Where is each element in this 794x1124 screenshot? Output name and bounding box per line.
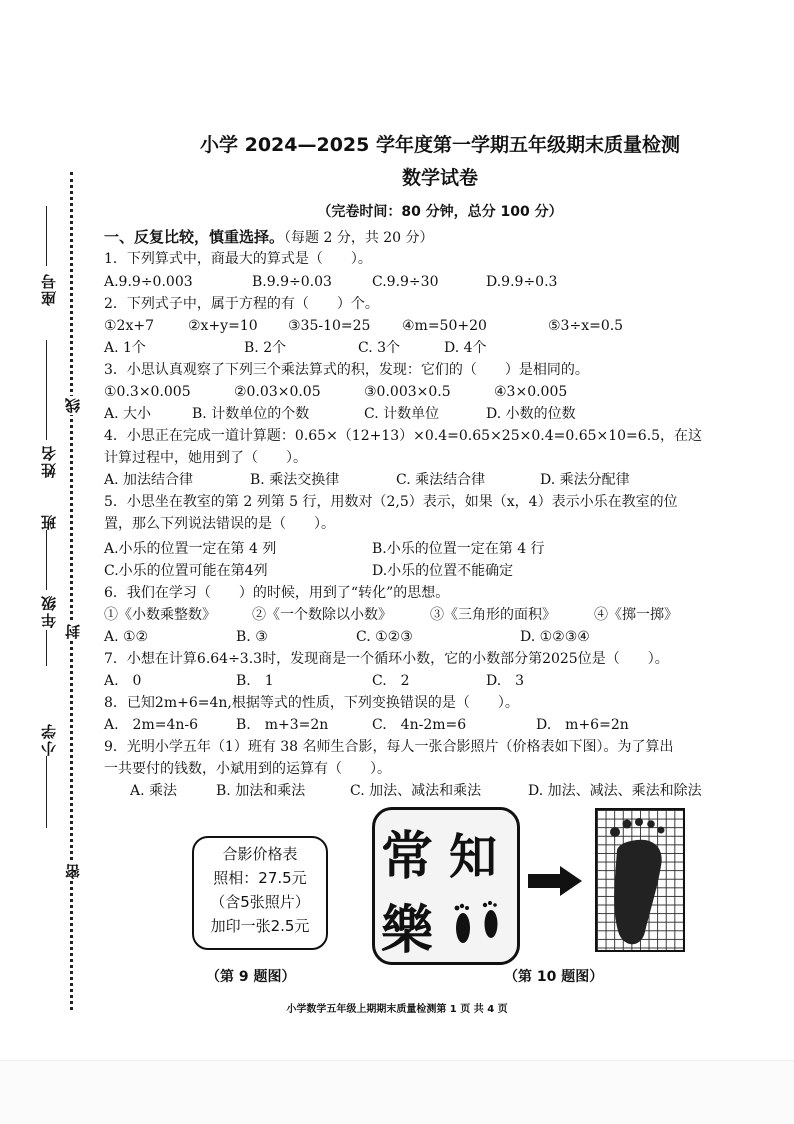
exam-info: （完卷时间：80 分钟，总分 100 分） bbox=[317, 204, 563, 220]
seat-blank bbox=[46, 206, 47, 266]
q9-option-b: B. 加法和乘法 bbox=[216, 783, 306, 799]
q3-item-2: ②0.03×0.05 bbox=[234, 384, 321, 400]
q7-option-d: D. 3 bbox=[486, 673, 525, 689]
q8-option-d: D. m+6=2n bbox=[536, 717, 629, 733]
q5-stem: 5．小思坐在教室的第 2 列第 5 行，用数对（2,5）表示，如果（x，4）表示小乐在教室的位 bbox=[104, 494, 678, 510]
q6-option-c: C. ①②③ bbox=[356, 629, 413, 645]
q2-item-4: ④m=50+20 bbox=[402, 318, 487, 334]
q6-stem: 6．我们在学习（ ）的时候，用到了“转化”的思想。 bbox=[104, 585, 450, 601]
q6-item-2: ②《一个数除以小数》 bbox=[252, 607, 392, 623]
q1-option-d: D.9.9÷0.3 bbox=[486, 274, 558, 290]
price-table-line-1: 照相：27.5元 bbox=[213, 869, 307, 887]
q8-option-a: A. 2m=4n-6 bbox=[104, 717, 199, 733]
q1-option-c: C.9.9÷30 bbox=[372, 274, 439, 290]
q8-stem: 8．已知2m+6=4n,根据等式的性质，下列变换错误的是（ ）。 bbox=[104, 695, 519, 711]
q3-option-c: C. 计数单位 bbox=[364, 406, 440, 422]
q5-stem-cont: 置，那么下列说法错误的是（ ）。 bbox=[104, 516, 335, 532]
footprint-grid bbox=[595, 808, 685, 952]
name-blank bbox=[46, 340, 47, 440]
q4-stem: 4．小思正在完成一道计算题：0.65×（12+13）×0.4=0.65×25×0.4=0.65×10=6.5，在这 bbox=[104, 428, 703, 444]
q3-stem: 3．小思认真观察了下列三个乘法算式的积，发现：它们的（ ）是相同的。 bbox=[104, 362, 589, 378]
price-table-box bbox=[192, 836, 328, 950]
fig10-caption: （第 10 题图） bbox=[504, 969, 604, 985]
q2-option-b: B. 2个 bbox=[244, 340, 287, 356]
price-table-title: 合影价格表 bbox=[222, 845, 298, 863]
q6-item-3: ③《三角形的面积》 bbox=[430, 607, 556, 623]
fig9-caption: （第 9 题图） bbox=[206, 969, 296, 985]
name-label: 姓名 bbox=[40, 444, 58, 478]
q2-item-2: ②x+y=10 bbox=[188, 318, 258, 334]
section-title: 一、反复比较，慎重选择。 bbox=[104, 228, 285, 246]
class-label: 班 bbox=[40, 513, 58, 530]
q2-option-c: C. 3个 bbox=[358, 340, 401, 356]
price-table-line-2: （含5张照片） bbox=[210, 893, 310, 911]
q6-option-d: D. ①②③④ bbox=[520, 629, 590, 645]
q2-item-1: ①2x+7 bbox=[104, 318, 154, 334]
grade-label: 年级 bbox=[40, 594, 58, 628]
q7-stem: 7．小想在计算6.64÷3.3时，发现商是一个循环小数，它的小数部分第2025位是（ ）。 bbox=[104, 651, 669, 667]
q2-item-5: ⑤3÷x=0.5 bbox=[548, 318, 624, 334]
q1-option-a: A.9.9÷0.003 bbox=[104, 274, 193, 290]
q9-option-a: A. 乘法 bbox=[130, 783, 178, 799]
q2-stem: 2．下列式子中，属于方程的有（ ）个。 bbox=[104, 296, 379, 312]
q7-option-b: B. 1 bbox=[236, 673, 274, 689]
q5-option-b: B.小乐的位置一定在第 4 行 bbox=[372, 541, 545, 557]
calligraphy-char-2: 知 bbox=[449, 829, 498, 885]
bottom-margin bbox=[0, 1060, 794, 1124]
q6-option-a: A. ①② bbox=[104, 629, 149, 645]
q8-option-b: B. m+3=2n bbox=[236, 717, 329, 733]
q5-option-a: A.小乐的位置一定在第 4 列 bbox=[104, 541, 277, 557]
footprints-icon bbox=[445, 896, 511, 952]
q6-item-4: ④《掷一掷》 bbox=[594, 607, 678, 623]
q4-option-a: A. 加法结合律 bbox=[104, 472, 194, 488]
q2-option-a: A. 1个 bbox=[104, 340, 146, 356]
q4-stem-cont: 计算过程中，她用到了（ ）。 bbox=[104, 450, 307, 466]
binding-dotted-line bbox=[70, 172, 73, 1010]
school-label: 小学 bbox=[40, 722, 58, 756]
q2-item-3: ③35-10=25 bbox=[288, 318, 371, 334]
q2-option-d: D. 4个 bbox=[444, 340, 487, 356]
q6-option-b: B. ③ bbox=[236, 629, 268, 645]
q3-option-d: D. 小数的位数 bbox=[486, 406, 576, 422]
section-score: （每题 2 分，共 20 分） bbox=[284, 230, 434, 246]
q5-option-d: D.小乐的位置不能确定 bbox=[372, 563, 514, 579]
grade-blank bbox=[46, 630, 47, 666]
section-heading bbox=[104, 228, 434, 247]
calligraphy-char-3: 樂 bbox=[381, 900, 434, 961]
footprint-icon bbox=[597, 810, 683, 950]
q3-option-b: B. 计数单位的个数 bbox=[192, 406, 310, 422]
calligraphy-stamp bbox=[372, 807, 520, 965]
exam-subtitle: 数学试卷 bbox=[401, 167, 478, 189]
q9-stem-cont: 一共要付的钱数，小斌用到的运算有（ ）。 bbox=[104, 761, 391, 777]
school-blank bbox=[46, 756, 47, 828]
exam-title: 小学 2024—2025 学年度第一学期五年级期末质量检测 bbox=[200, 134, 680, 156]
q8-option-c: C. 4n-2m=6 bbox=[372, 717, 467, 733]
seal-marker: 封 bbox=[64, 624, 82, 639]
q7-option-a: A. 0 bbox=[104, 673, 142, 689]
q4-option-d: D. 乘法分配律 bbox=[540, 472, 630, 488]
q3-item-3: ③0.003×0.5 bbox=[364, 384, 451, 400]
line-marker: 线 bbox=[64, 398, 82, 413]
q1-option-b: B.9.9÷0.03 bbox=[252, 274, 332, 290]
q4-option-b: B. 乘法交换律 bbox=[250, 472, 340, 488]
price-table-line-3: 加印一张2.5元 bbox=[210, 917, 310, 935]
q3-item-1: ①0.3×0.005 bbox=[104, 384, 191, 400]
q3-item-4: ④3×0.005 bbox=[494, 384, 568, 400]
q5-option-c: C.小乐的位置可能在第4列 bbox=[104, 563, 268, 579]
q1-stem: 1．下列算式中，商最大的算式是（ ）。 bbox=[104, 251, 372, 267]
class-blank bbox=[46, 530, 47, 590]
q6-item-1: ①《小数乘整数》 bbox=[104, 607, 216, 623]
secret-marker: 密 bbox=[64, 864, 82, 879]
seat-label: 座号 bbox=[40, 272, 58, 306]
q9-option-d: D. 加法、减法、乘法和除法 bbox=[528, 783, 702, 799]
q9-stem: 9．光明小学五年（1）班有 38 名师生合影，每人一张合影照片（价格表如下图）。为了算出 bbox=[104, 739, 674, 755]
page-footer: 小学数学五年级上期期末质量检测第 1 页 共 4 页 bbox=[286, 1004, 508, 1015]
calligraphy-char-1: 常 bbox=[381, 826, 434, 887]
q9-option-c: C. 加法、减法和乘法 bbox=[350, 783, 482, 799]
q4-option-c: C. 乘法结合律 bbox=[396, 472, 486, 488]
q7-option-c: C. 2 bbox=[372, 673, 410, 689]
right-arrow-icon bbox=[528, 866, 582, 896]
q3-option-a: A. 大小 bbox=[104, 406, 152, 422]
